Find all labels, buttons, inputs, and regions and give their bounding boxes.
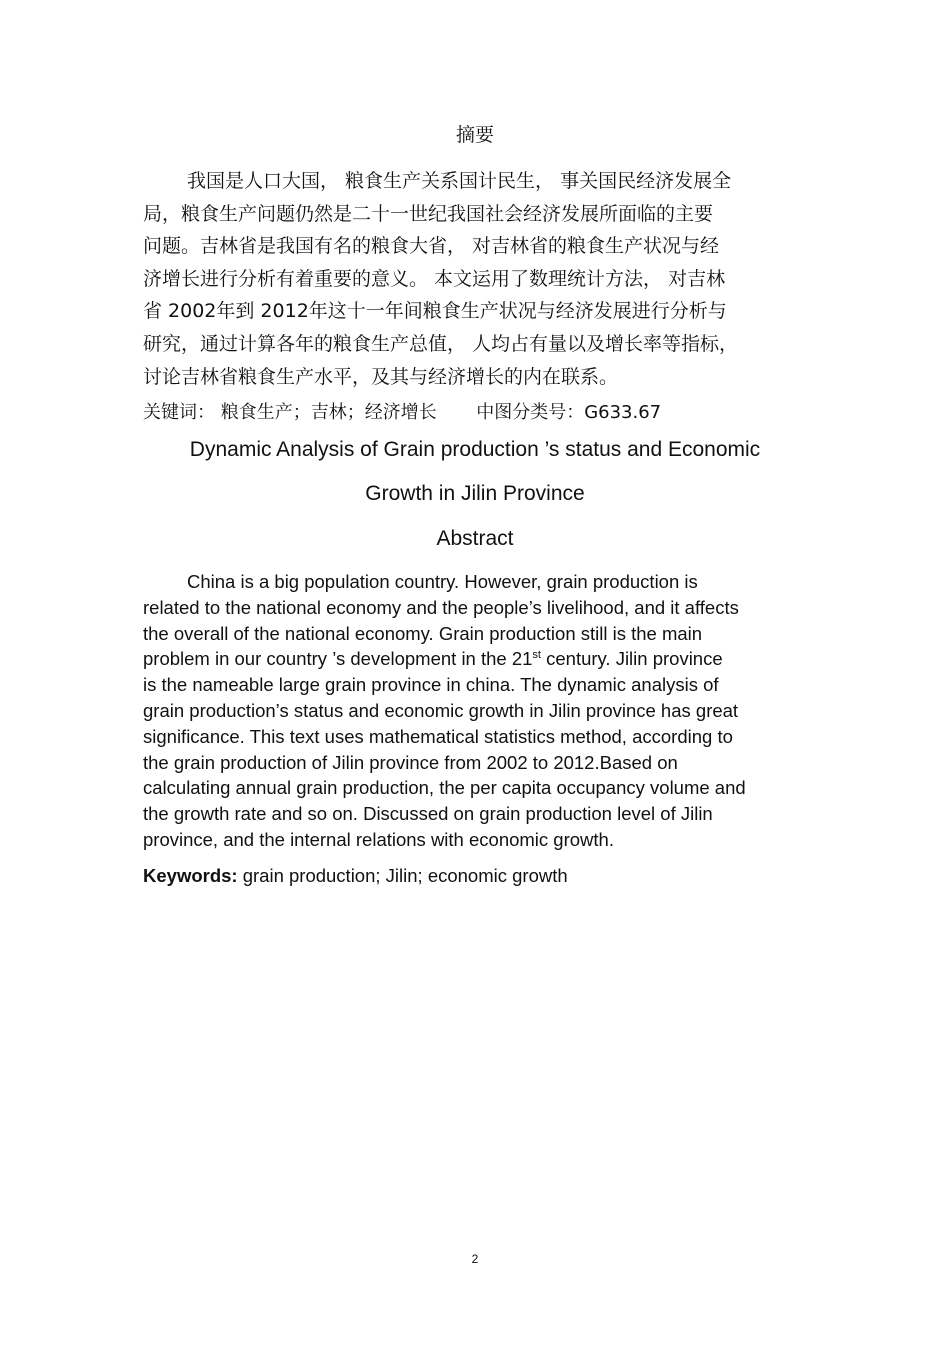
chinese-abstract-line: 讨论吉林省粮食生产水平，及其与经济增长的内在联系。 [143, 365, 619, 388]
superscript-st: st [532, 649, 541, 662]
english-abstract-line: is the nameable large grain province in china. The dynamic analysis of [143, 674, 719, 696]
english-abstract-line: calculating annual grain production, the per capita occupancy volume and [143, 777, 746, 799]
page-number: 2 [471, 1252, 479, 1266]
english-abstract-line-tail: century. Jilin province [540, 648, 723, 670]
english-abstract-line: the grain production of Jilin province from 2002 to 2012.Based on [143, 751, 678, 773]
english-abstract-line: the overall of the national economy. Grain production still is the main [143, 622, 703, 644]
english-keywords-label: Keywords: [143, 865, 238, 886]
chinese-abstract-line: 研究，通过计算各年的粮食生产总值， 人均占有量以及增长率等指标， [143, 332, 739, 355]
english-abstract-line: the growth rate and so on. Discussed on grain production level of Jilin [143, 803, 713, 825]
english-abstract-line: China is a big population country. However, grain production is [187, 571, 698, 592]
chinese-abstract-line: 省 2002年到 2012年这十一年间粮食生产状况与经济发展进行分析与 [143, 300, 727, 323]
chinese-abstract-body [143, 165, 813, 393]
english-title-line-1: Dynamic Analysis of Grain production ’s status and Economic [189, 438, 761, 461]
english-abstract-line: grain production’s status and economic growth in Jilin province has great [143, 699, 739, 721]
chinese-keywords [143, 398, 661, 424]
english-abstract-body [143, 569, 823, 853]
chinese-abstract-line: 我国是人口大国， 粮食生产关系国计民生， 事关国民经济发展全 [187, 170, 732, 192]
english-abstract-line: significance. This text uses mathematical statistics method, according to [143, 725, 733, 747]
english-title-line-2: Growth in Jilin Province [365, 482, 585, 505]
english-abstract-line [143, 646, 823, 672]
chinese-keywords-label: 关键词： [143, 402, 215, 423]
english-abstract-line-text: problem in our country ’s development in the 21 [143, 648, 533, 670]
chinese-abstract-line: 济增长进行分析有着重要的意义。 本文运用了数理统计方法， 对吉林 [143, 267, 726, 290]
classification-number: 中图分类号：G633.67 [476, 402, 662, 423]
chinese-abstract-line: 问题。吉林省是我国有名的粮食大省， 对吉林省的粮食生产状况与经 [143, 235, 720, 258]
english-abstract-line: province, and the internal relations with economic growth. [143, 828, 614, 850]
english-abstract-line: related to the national economy and the people’s livelihood, and it affects [143, 596, 739, 618]
chinese-keywords-value: 粮食生产；吉林；经济增长 [220, 402, 437, 423]
english-abstract-heading: Abstract [436, 527, 514, 550]
english-keywords [143, 865, 568, 887]
english-keywords-value: grain production; Jilin; economic growth [237, 865, 568, 886]
chinese-abstract-title: 摘要 [455, 124, 494, 146]
chinese-abstract-line: 局，粮食生产问题仍然是二十一世纪我国社会经济发展所面临的主要 [143, 202, 714, 225]
